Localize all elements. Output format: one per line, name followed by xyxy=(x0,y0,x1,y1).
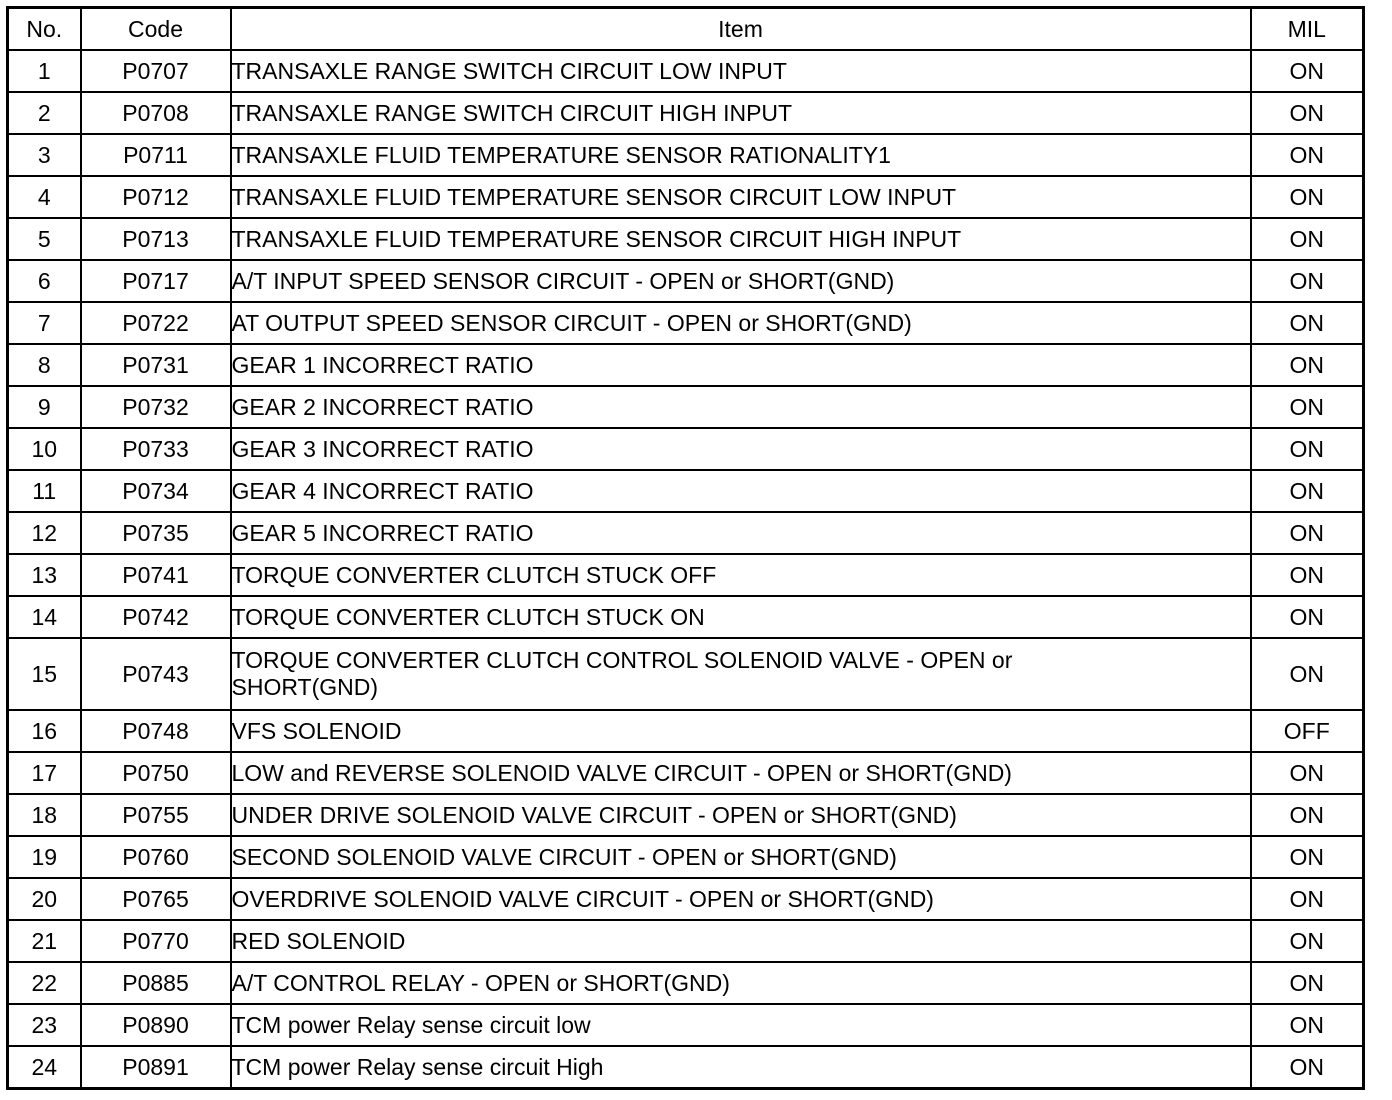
header-mil: MIL xyxy=(1251,8,1364,51)
mil-status: ON xyxy=(1251,752,1364,794)
dtc-code: P0707 xyxy=(81,50,231,92)
table-row xyxy=(8,638,1364,710)
dtc-description-line2: SHORT(GND) xyxy=(231,674,379,700)
dtc-description: A/T INPUT SPEED SENSOR CIRCUIT - OPEN or SHORT(GND) xyxy=(231,260,1251,302)
row-number: 20 xyxy=(8,878,81,920)
dtc-description: SECOND SOLENOID VALVE CIRCUIT - OPEN or SHORT(GND) xyxy=(231,836,1251,878)
dtc-code: P0713 xyxy=(81,218,231,260)
table-body xyxy=(8,50,1364,1089)
dtc-code: P0743 xyxy=(81,638,231,710)
table-row xyxy=(8,1046,1364,1089)
mil-status: ON xyxy=(1251,596,1364,638)
dtc-code: P0708 xyxy=(81,92,231,134)
dtc-description: GEAR 5 INCORRECT RATIO xyxy=(231,512,1251,554)
table-row xyxy=(8,752,1364,794)
mil-status: ON xyxy=(1251,134,1364,176)
table-row xyxy=(8,710,1364,752)
dtc-code: P0717 xyxy=(81,260,231,302)
mil-status: ON xyxy=(1251,554,1364,596)
mil-status: ON xyxy=(1251,878,1364,920)
dtc-description: TRANSAXLE RANGE SWITCH CIRCUIT HIGH INPUT xyxy=(231,92,1251,134)
table-row xyxy=(8,470,1364,512)
dtc-code: P0741 xyxy=(81,554,231,596)
dtc-description: GEAR 1 INCORRECT RATIO xyxy=(231,344,1251,386)
dtc-description: OVERDRIVE SOLENOID VALVE CIRCUIT - OPEN or SHORT(GND) xyxy=(231,878,1251,920)
table-row xyxy=(8,302,1364,344)
dtc-description: TORQUE CONVERTER CLUTCH STUCK OFF xyxy=(231,554,1251,596)
dtc-description xyxy=(231,638,1251,710)
table-row xyxy=(8,596,1364,638)
dtc-description: A/T CONTROL RELAY - OPEN or SHORT(GND) xyxy=(231,962,1251,1004)
mil-status: ON xyxy=(1251,512,1364,554)
table-row xyxy=(8,794,1364,836)
table-row xyxy=(8,218,1364,260)
dtc-description: TRANSAXLE FLUID TEMPERATURE SENSOR CIRCUIT LOW INPUT xyxy=(231,176,1251,218)
row-number: 4 xyxy=(8,176,81,218)
header-item: Item xyxy=(231,8,1251,51)
mil-status: ON xyxy=(1251,1004,1364,1046)
table-row xyxy=(8,134,1364,176)
row-number: 19 xyxy=(8,836,81,878)
row-number: 13 xyxy=(8,554,81,596)
row-number: 5 xyxy=(8,218,81,260)
row-number: 10 xyxy=(8,428,81,470)
header-no: No. xyxy=(8,8,81,51)
row-number: 2 xyxy=(8,92,81,134)
dtc-description: TRANSAXLE RANGE SWITCH CIRCUIT LOW INPUT xyxy=(231,50,1251,92)
dtc-description: UNDER DRIVE SOLENOID VALVE CIRCUIT - OPEN or SHORT(GND) xyxy=(231,794,1251,836)
row-number: 6 xyxy=(8,260,81,302)
mil-status: ON xyxy=(1251,794,1364,836)
mil-status: ON xyxy=(1251,920,1364,962)
mil-status: ON xyxy=(1251,386,1364,428)
dtc-code: P0750 xyxy=(81,752,231,794)
table-row xyxy=(8,344,1364,386)
dtc-code: P0711 xyxy=(81,134,231,176)
dtc-description: LOW and REVERSE SOLENOID VALVE CIRCUIT - OPEN or SHORT(GND) xyxy=(231,752,1251,794)
dtc-code: P0735 xyxy=(81,512,231,554)
dtc-description: AT OUTPUT SPEED SENSOR CIRCUIT - OPEN or SHORT(GND) xyxy=(231,302,1251,344)
row-number: 8 xyxy=(8,344,81,386)
dtc-description: VFS SOLENOID xyxy=(231,710,1251,752)
row-number: 16 xyxy=(8,710,81,752)
table-row xyxy=(8,962,1364,1004)
table-row xyxy=(8,920,1364,962)
mil-status: ON xyxy=(1251,962,1364,1004)
dtc-code: P0885 xyxy=(81,962,231,1004)
dtc-code: P0890 xyxy=(81,1004,231,1046)
mil-status: ON xyxy=(1251,176,1364,218)
dtc-description: TRANSAXLE FLUID TEMPERATURE SENSOR CIRCUIT HIGH INPUT xyxy=(231,218,1251,260)
row-number: 23 xyxy=(8,1004,81,1046)
dtc-code: P0765 xyxy=(81,878,231,920)
dtc-code: P0760 xyxy=(81,836,231,878)
dtc-description: GEAR 4 INCORRECT RATIO xyxy=(231,470,1251,512)
dtc-code: P0742 xyxy=(81,596,231,638)
table-row xyxy=(8,554,1364,596)
mil-status: ON xyxy=(1251,302,1364,344)
table-row xyxy=(8,92,1364,134)
mil-status: ON xyxy=(1251,260,1364,302)
row-number: 12 xyxy=(8,512,81,554)
mil-status: ON xyxy=(1251,50,1364,92)
row-number: 22 xyxy=(8,962,81,1004)
dtc-code: P0748 xyxy=(81,710,231,752)
mil-status: ON xyxy=(1251,428,1364,470)
dtc-code: P0722 xyxy=(81,302,231,344)
table-header xyxy=(8,8,1364,51)
dtc-description-line1: TORQUE CONVERTER CLUTCH CONTROL SOLENOID VALVE - OPEN or xyxy=(231,647,1013,673)
table-row xyxy=(8,50,1364,92)
dtc-description: RED SOLENOID xyxy=(231,920,1251,962)
mil-status: ON xyxy=(1251,836,1364,878)
mil-status: OFF xyxy=(1251,710,1364,752)
table-row xyxy=(8,176,1364,218)
dtc-description: TORQUE CONVERTER CLUTCH STUCK ON xyxy=(231,596,1251,638)
table-row xyxy=(8,1004,1364,1046)
dtc-description: TCM power Relay sense circuit High xyxy=(231,1046,1251,1089)
dtc-code: P0891 xyxy=(81,1046,231,1089)
table-row xyxy=(8,428,1364,470)
mil-status: ON xyxy=(1251,638,1364,710)
mil-status: ON xyxy=(1251,344,1364,386)
dtc-table xyxy=(6,6,1365,1090)
dtc-code: P0734 xyxy=(81,470,231,512)
row-number: 9 xyxy=(8,386,81,428)
row-number: 17 xyxy=(8,752,81,794)
mil-status: ON xyxy=(1251,92,1364,134)
mil-status: ON xyxy=(1251,218,1364,260)
header-code: Code xyxy=(81,8,231,51)
dtc-description: GEAR 3 INCORRECT RATIO xyxy=(231,428,1251,470)
dtc-code: P0732 xyxy=(81,386,231,428)
row-number: 18 xyxy=(8,794,81,836)
header-row xyxy=(8,8,1364,51)
dtc-description: TCM power Relay sense circuit low xyxy=(231,1004,1251,1046)
dtc-code: P0712 xyxy=(81,176,231,218)
row-number: 14 xyxy=(8,596,81,638)
dtc-description: TRANSAXLE FLUID TEMPERATURE SENSOR RATIONALITY1 xyxy=(231,134,1251,176)
row-number: 3 xyxy=(8,134,81,176)
row-number: 24 xyxy=(8,1046,81,1089)
table-row xyxy=(8,260,1364,302)
dtc-code: P0770 xyxy=(81,920,231,962)
row-number: 15 xyxy=(8,638,81,710)
row-number: 1 xyxy=(8,50,81,92)
dtc-description: GEAR 2 INCORRECT RATIO xyxy=(231,386,1251,428)
mil-status: ON xyxy=(1251,1046,1364,1089)
table-row xyxy=(8,878,1364,920)
mil-status: ON xyxy=(1251,470,1364,512)
dtc-code: P0733 xyxy=(81,428,231,470)
row-number: 21 xyxy=(8,920,81,962)
dtc-code: P0731 xyxy=(81,344,231,386)
dtc-code: P0755 xyxy=(81,794,231,836)
table-row xyxy=(8,836,1364,878)
row-number: 11 xyxy=(8,470,81,512)
row-number: 7 xyxy=(8,302,81,344)
table-row xyxy=(8,386,1364,428)
table-row xyxy=(8,512,1364,554)
